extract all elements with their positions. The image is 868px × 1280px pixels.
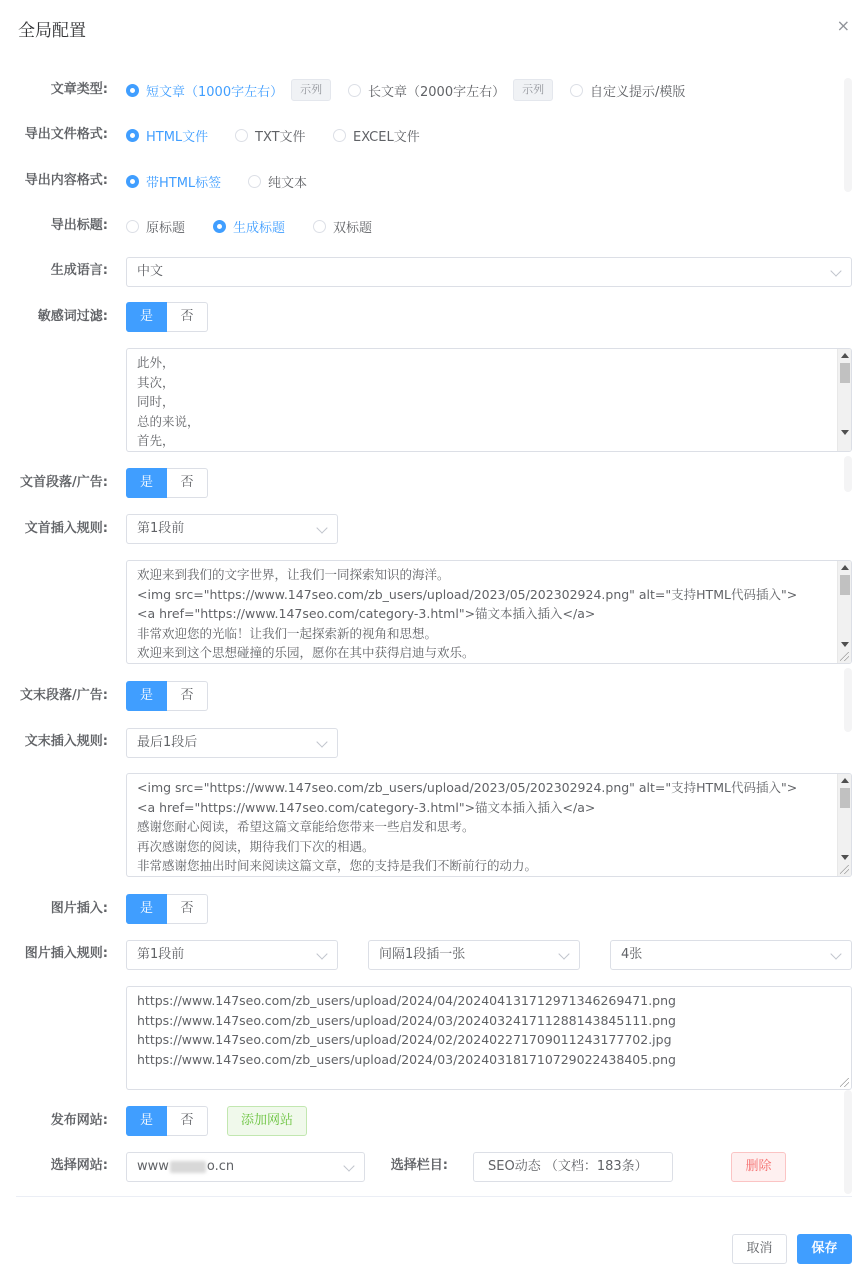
cancel-button[interactable]: 取消 — [732, 1234, 787, 1264]
export-file-format-label: 导出文件格式: — [24, 127, 108, 142]
radio-unchecked-icon — [235, 129, 248, 142]
scroll-thumb[interactable] — [840, 363, 850, 383]
tail-rule-label: 文末插入规则: — [24, 734, 108, 749]
radio-checked-icon — [126, 175, 139, 188]
textarea-line: <a href="https://www.147seo.com/category-3.html">锚文本插入插入</a> — [137, 799, 596, 815]
scroll-thumb[interactable] — [840, 788, 850, 808]
textarea-line: https://www.147seo.com/zb_users/upload/2024/03/20240318171072902243840​5.png — [137, 1051, 676, 1067]
site-select[interactable] — [126, 1152, 365, 1182]
textarea-line: 同时， — [137, 394, 175, 409]
textarea-scrollbar[interactable] — [837, 349, 851, 451]
radio-checked-icon — [126, 84, 139, 97]
textarea-line: https://www.147seo.com/zb_users/upload/2024/04/20240413171297134626947​1.png — [137, 993, 676, 1008]
article-type-long-radio[interactable] — [348, 80, 553, 100]
form-scrollbar-track[interactable] — [844, 1090, 852, 1194]
chevron-down-icon — [830, 948, 841, 959]
publish-toggle — [126, 1106, 208, 1136]
textarea-line: 感谢您耐心阅读，希望这篇文章能给您带来一些启发和思考。 — [137, 819, 475, 834]
radio-label: EXCEL文件 — [353, 129, 420, 145]
form-scrollbar-track[interactable] — [844, 78, 852, 192]
textarea-line: 总的来说， — [137, 413, 200, 429]
radio-unchecked-icon — [333, 129, 346, 142]
tail-ad-textarea[interactable] — [126, 773, 852, 877]
language-select-value: 中文 — [137, 264, 164, 279]
publish-label: 发布网站: — [50, 1113, 108, 1128]
radio-label: 生成标题 — [233, 220, 286, 236]
export-content-format-label: 导出内容格式: — [24, 173, 108, 188]
image-insert-yes-button[interactable]: 是 — [126, 894, 167, 924]
image-interval-value: 间隔1段插一张 — [379, 947, 466, 962]
export-txt-radio[interactable] — [235, 125, 306, 145]
form-scrollbar-track[interactable] — [844, 456, 852, 492]
head-rule-select[interactable] — [126, 514, 338, 544]
add-site-button[interactable]: 添加网站 — [227, 1106, 307, 1136]
chevron-down-icon — [316, 736, 327, 747]
textarea-scrollbar[interactable] — [837, 774, 851, 876]
textarea-line: <img src="https://www.147seo.com/zb_users/upload/2023/05/202302924.png" alt="支持HTML代码插入"> — [137, 586, 798, 602]
chevron-down-icon — [316, 948, 327, 959]
radio-checked-icon — [126, 129, 139, 142]
textarea-line: 再次感谢您的阅读，期待我们下次的相遇。 — [137, 838, 375, 854]
save-button[interactable]: 保存 — [797, 1234, 852, 1264]
textarea-line: https://www.147seo.com/zb_users/upload/2024/02/20240227170901124317770​2.jpg — [137, 1032, 672, 1047]
head-rule-label: 文首插入规则: — [24, 521, 108, 536]
image-count-value: 4张 — [621, 947, 643, 962]
resize-handle-icon[interactable] — [840, 865, 849, 874]
radio-label: 纯文本 — [268, 175, 308, 191]
redacted-mask — [170, 1161, 206, 1173]
image-position-value: 第1段前 — [137, 947, 185, 962]
form-scrollbar-track[interactable] — [844, 668, 852, 732]
image-insert-label: 图片插入: — [50, 901, 108, 916]
radio-label: 长文章（2000字左右） — [368, 84, 506, 100]
textarea-line: 欢迎来到这个思想碰撞的乐园，愿你在其中获得启迪与欢乐。 — [137, 645, 475, 660]
tail-ad-label: 文末段落/广告: — [20, 688, 108, 703]
radio-label: HTML文件 — [146, 129, 209, 145]
article-type-short-radio[interactable] — [126, 80, 331, 100]
radio-unchecked-icon — [570, 84, 583, 97]
scroll-up-icon[interactable] — [841, 353, 849, 358]
column-label: 选择栏目: — [390, 1158, 448, 1173]
radio-unchecked-icon — [313, 220, 326, 233]
sensitive-filter-no-button[interactable]: 否 — [167, 302, 208, 332]
image-rule-label: 图片插入规则: — [24, 946, 108, 961]
textarea-line: <a href="https://www.147seo.com/category-3.html">锚文本插入插入</a> — [137, 606, 596, 621]
radio-unchecked-icon — [126, 220, 139, 233]
article-type-label: 文章类型: — [50, 82, 108, 97]
textarea-line: 首先， — [137, 433, 175, 448]
site-select-label: 选择网站: — [50, 1158, 108, 1173]
textarea-line: 此外， — [137, 355, 175, 370]
tail-ad-yes-button[interactable]: 是 — [126, 681, 167, 711]
title-generated-radio[interactable] — [213, 216, 285, 236]
textarea-line: 非常欢迎您的光临！让我们一起探索新的视角和思想。 — [137, 625, 438, 641]
chevron-down-icon — [316, 522, 327, 533]
export-title-label: 导出标题: — [50, 218, 108, 233]
example-button[interactable]: 示列 — [291, 79, 331, 101]
resize-handle-icon[interactable] — [840, 652, 849, 661]
tail-rule-select[interactable] — [126, 728, 338, 758]
content-plain-text-radio[interactable] — [248, 171, 307, 191]
radio-label: 自定义提示/模版 — [590, 84, 686, 100]
example-button[interactable]: 示列 — [513, 79, 553, 101]
head-ad-no-button[interactable]: 否 — [167, 468, 208, 498]
tail-ad-no-button[interactable]: 否 — [167, 681, 208, 711]
head-rule-select-value: 第1段前 — [137, 521, 185, 536]
publish-no-button[interactable]: 否 — [167, 1106, 208, 1136]
radio-label: 带HTML标签 — [146, 175, 222, 191]
title-original-radio[interactable] — [126, 216, 185, 236]
textarea-line: https://www.147seo.com/zb_users/upload/2024/03/20240324171128814384511​1.png — [137, 1012, 676, 1028]
scroll-down-icon[interactable] — [841, 430, 849, 435]
textarea-line: 其次， — [137, 374, 175, 390]
image-urls-textarea[interactable] — [126, 986, 852, 1090]
sensitive-words-textarea[interactable] — [126, 348, 852, 452]
textarea-line: 非常感谢您抽出时间来阅读这篇文章，您的支持是我们不断前行的动力。 — [137, 858, 538, 873]
publish-yes-button[interactable]: 是 — [126, 1106, 167, 1136]
content-html-tags-radio[interactable] — [126, 171, 221, 191]
textarea-line: <img src="https://www.147seo.com/zb_users/upload/2023/05/202302924.png" alt="支持HTML代码插入"> — [137, 780, 798, 795]
head-ad-yes-button[interactable]: 是 — [126, 468, 167, 498]
radio-label: 短文章（1000字左右） — [146, 84, 284, 100]
dialog-title: 全局配置 — [18, 21, 86, 41]
tail-rule-select-value: 最后1段后 — [137, 735, 198, 750]
close-icon[interactable]: × — [836, 16, 850, 35]
head-ad-label: 文首段落/广告: — [20, 475, 108, 490]
title-double-radio[interactable] — [313, 216, 372, 236]
tail-ad-toggle — [126, 681, 208, 711]
scroll-up-icon[interactable] — [841, 565, 849, 570]
image-insert-no-button[interactable]: 否 — [167, 894, 208, 924]
scroll-down-icon[interactable] — [841, 855, 849, 860]
sensitive-filter-toggle — [126, 302, 208, 332]
image-count-select[interactable] — [610, 940, 852, 970]
textarea-scrollbar[interactable] — [837, 561, 851, 663]
radio-unchecked-icon — [348, 84, 361, 97]
language-select[interactable] — [126, 257, 852, 287]
footer-divider — [16, 1196, 852, 1197]
chevron-down-icon — [830, 265, 841, 276]
column-input[interactable]: SEO动态 （文档：183条） — [473, 1152, 673, 1182]
resize-handle-icon[interactable] — [840, 1078, 849, 1087]
radio-label: TXT文件 — [255, 129, 306, 145]
image-interval-select[interactable] — [368, 940, 580, 970]
export-excel-radio[interactable] — [333, 125, 420, 145]
article-type-custom-radio[interactable] — [570, 80, 685, 100]
language-label: 生成语言: — [50, 263, 108, 278]
radio-label: 原标题 — [146, 220, 186, 236]
textarea-line: 欢迎来到我们的文字世界，让我们一同探索知识的海洋。 — [137, 567, 450, 582]
scroll-down-icon[interactable] — [841, 642, 849, 647]
radio-checked-icon — [213, 220, 226, 233]
site-suffix: o.cn — [206, 1159, 235, 1174]
radio-label: 双标题 — [333, 220, 373, 236]
image-insert-toggle — [126, 894, 208, 924]
head-ad-toggle — [126, 468, 208, 498]
radio-unchecked-icon — [248, 175, 261, 188]
delete-button[interactable]: 删除 — [731, 1152, 786, 1182]
image-position-select[interactable] — [126, 940, 338, 970]
scroll-up-icon[interactable] — [841, 778, 849, 783]
sensitive-filter-label: 敏感词过滤: — [37, 309, 108, 324]
scroll-thumb[interactable] — [840, 575, 850, 595]
chevron-down-icon — [558, 948, 569, 959]
sensitive-filter-yes-button[interactable]: 是 — [126, 302, 167, 332]
site-prefix: www — [137, 1159, 169, 1174]
head-ad-textarea[interactable] — [126, 560, 852, 664]
export-html-radio[interactable] — [126, 125, 208, 145]
